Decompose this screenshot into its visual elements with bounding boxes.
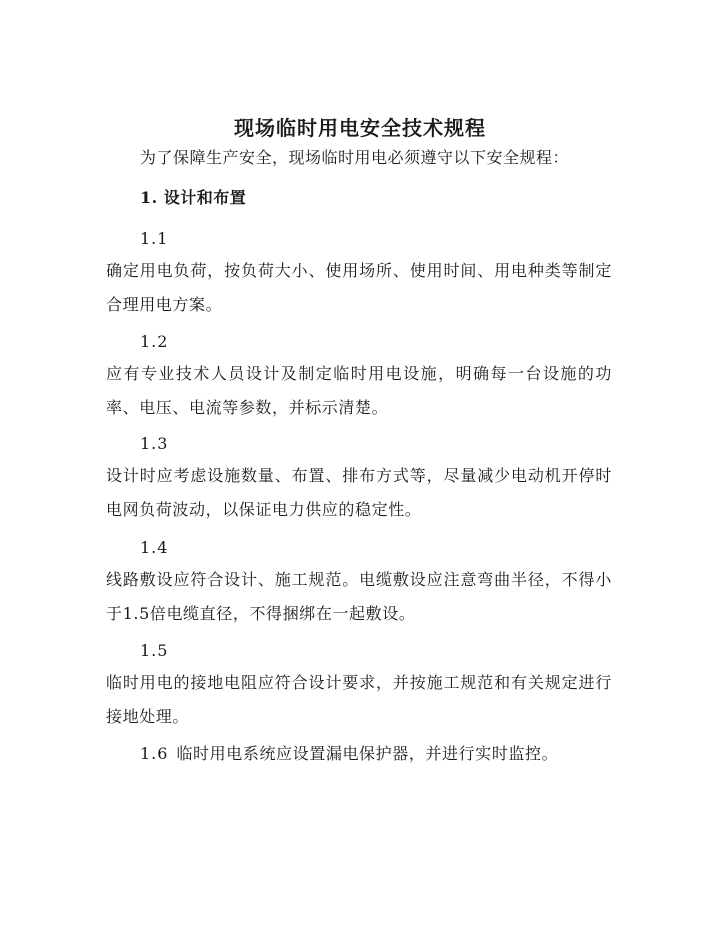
- document-title: 现场临时用电安全技术规程: [234, 116, 486, 140]
- section-heading: 1. 设计和布置: [140, 188, 247, 207]
- item-number-1-6: 1.6: [140, 744, 169, 763]
- item-text-1-3: 设计时应考虑设施数量、布置、排布方式等，尽量减少电动机开停时电网负荷波动，以保证电力供应的稳定性。: [106, 466, 612, 519]
- item-number-1-5: 1.5: [140, 641, 169, 660]
- item-1-6: [140, 742, 558, 766]
- item-text-1-5: 临时用电的接地电阻应符合设计要求，并按施工规范和有关规定进行接地处理。: [106, 673, 612, 726]
- intro-paragraph: 为了保障生产安全，现场临时用电必须遵守以下安全规程：: [140, 148, 570, 167]
- item-number-1-2: 1.2: [140, 332, 169, 351]
- item-text-1-6: 临时用电系统应设置漏电保护器，并进行实时监控。: [176, 744, 559, 763]
- item-text-1-4: 线路敷设应符合设计、施工规范。电缆敷设应注意弯曲半径，不得小于1.5倍电缆直径，不得捆绑在一起敷设。: [106, 570, 612, 623]
- item-text-1-1: 确定用电负荷，按负荷大小、使用场所、使用时间、用电种类等制定合理用电方案。: [106, 261, 612, 314]
- item-number-1-1: 1.1: [140, 229, 169, 248]
- item-number-1-3: 1.3: [140, 434, 169, 453]
- item-number-1-4: 1.4: [140, 538, 169, 557]
- item-text-1-2: 应有专业技术人员设计及制定临时用电设施，明确每一台设施的功率、电压、电流等参数，并标示清楚。: [106, 364, 612, 417]
